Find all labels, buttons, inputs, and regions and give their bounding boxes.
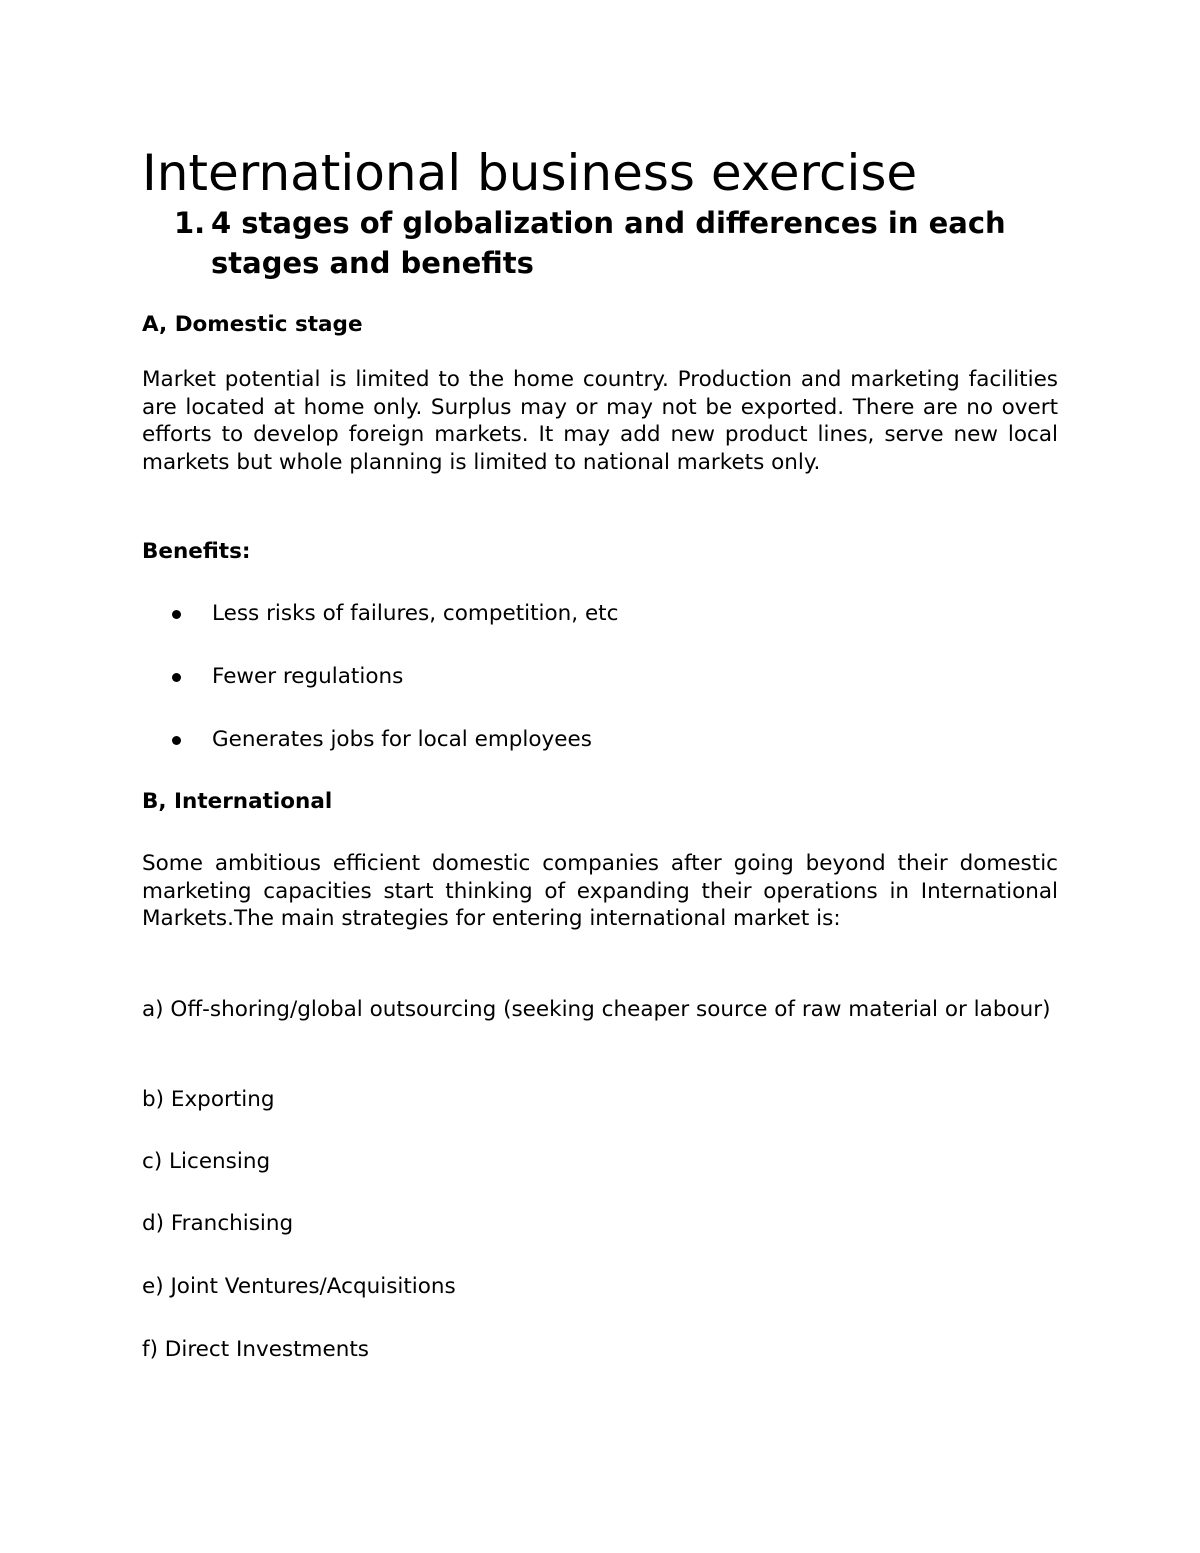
bullet-icon: [172, 673, 181, 682]
strategy-item: c) Licensing: [142, 1149, 271, 1174]
strategy-item: e) Joint Ventures/Acquisitions: [142, 1274, 456, 1299]
strategy-item: d) Franchising: [142, 1211, 294, 1236]
heading-1: [174, 203, 1034, 283]
section-a-heading: A, Domestic stage: [142, 312, 363, 337]
list-item-text: Less risks of failures, competition, etc: [212, 601, 619, 626]
heading-1-number: 1.: [174, 206, 206, 240]
document-title: International business exercise: [142, 144, 918, 202]
strategy-item: a) Off-shoring/global outsourcing (seeking cheaper source of raw material or labour): [142, 997, 1051, 1022]
benefits-label: Benefits:: [142, 539, 251, 564]
bullet-icon: [172, 610, 181, 619]
section-b-heading: B, International: [142, 789, 333, 814]
heading-1-text: 4 stages of globalization and differences in each stages and benefits: [211, 206, 1006, 280]
section-a-paragraph: Market potential is limited to the home country. Production and marketing facilities are located at home only. Surplus may or may not be exported. There are no overt efforts to develop foreign markets. It may add new product lines, serve new local markets but whole planning is limited to national markets only.: [142, 367, 1058, 475]
section-b-paragraph: Some ambitious efficient domestic companies after going beyond their domestic marketing capacities start thinking of expanding their operations in International Markets.The main strategies for entering international market is:: [142, 851, 1058, 931]
list-item-text: Fewer regulations: [212, 664, 404, 689]
strategy-item: b) Exporting: [142, 1087, 275, 1112]
strategy-item: f) Direct Investments: [142, 1337, 369, 1362]
list-item-text: Generates jobs for local employees: [212, 727, 592, 752]
bullet-icon: [172, 736, 181, 745]
